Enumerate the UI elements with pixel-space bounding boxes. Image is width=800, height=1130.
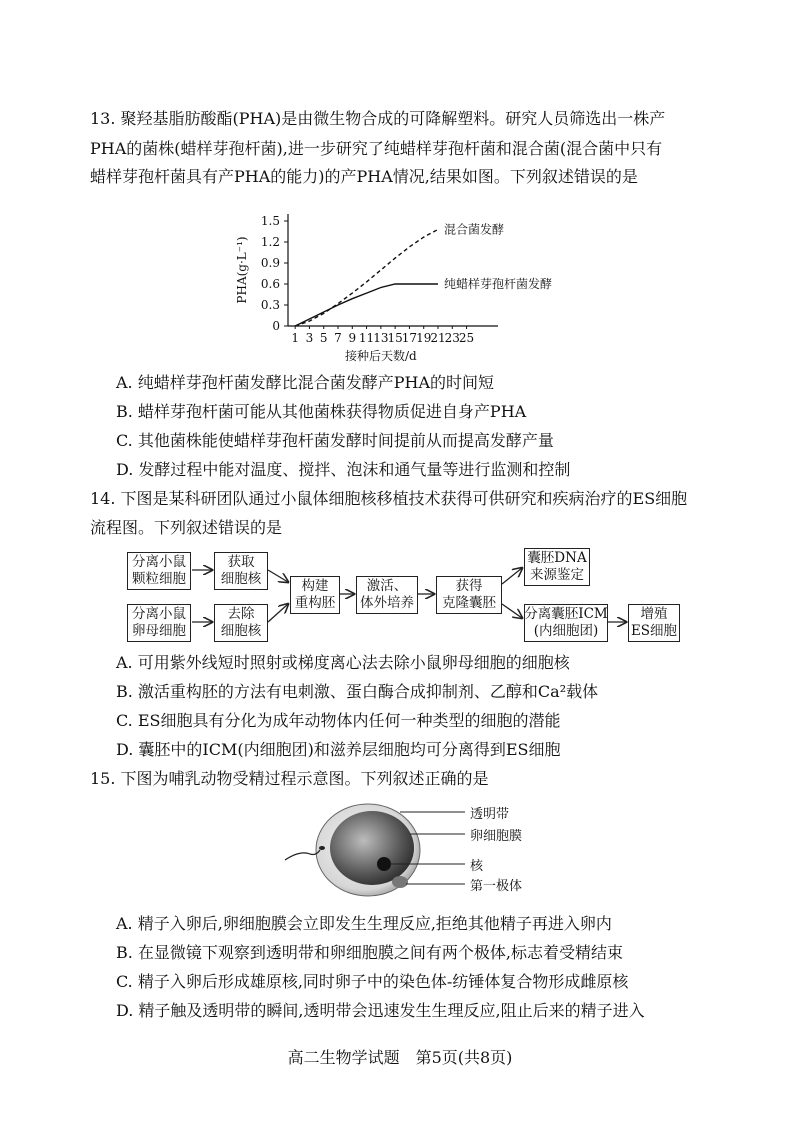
y-tick-label: 0.9 — [260, 256, 280, 270]
box-granulosa-line-1: 分离小鼠 — [132, 554, 186, 570]
page-footer: 高二生物学试题 第5页(共8页) — [287, 1048, 513, 1067]
arrow-clone-to-dna — [502, 568, 522, 584]
q13-option-c: C. 其他菌株能使蜡样芽孢杆菌发酵时间提前从而提高发酵产量 — [116, 431, 554, 450]
box-es-line-1: 增殖 — [640, 606, 668, 622]
q13-option-d: D. 发酵过程中能对温度、搅拌、泡沫和通气量等进行监测和控制 — [116, 460, 571, 479]
box-icm-line-1: 分离囊胚ICM — [524, 606, 608, 622]
sperm-head-shape — [319, 846, 325, 850]
q15-option-d: D. 精子触及透明带的瞬间,透明带会迅速发生生理反应,阻止后来的精子进入 — [116, 1001, 645, 1020]
y-tick-label: 1.2 — [260, 235, 280, 249]
box-reconstruct-embryo — [290, 576, 340, 614]
y-axis-label: PHA(g·L⁻¹) — [235, 236, 249, 304]
q14-option-c: C. ES细胞具有分化为成年动物体内任何一种类型的细胞的潜能 — [116, 711, 561, 730]
q13-stem-line-1: 13. 聚羟基脂肪酸酯(PHA)是由微生物合成的可降解塑料。研究人员筛选出一株产 — [90, 109, 666, 128]
x-tick-label: 21 — [430, 331, 446, 345]
box-clone-line-1: 获得 — [455, 578, 483, 594]
q13-option-b: B. 蜡样芽孢杆菌可能从其他菌株获得物质促进自身产PHA — [116, 402, 527, 421]
box-oocyte-line-2: 卵母细胞 — [132, 623, 186, 639]
egg-membrane-shape — [330, 811, 414, 885]
q15-option-a: A. 精子入卵后,卵细胞膜会立即发生生理反应,拒绝其他精子再进入卵内 — [116, 914, 612, 933]
x-tick-label: 11 — [358, 331, 375, 345]
box-oocyte-line-1: 分离小鼠 — [132, 606, 186, 622]
q14-option-b: B. 激活重构胚的方法有电刺激、蛋白酶合成抑制剂、乙醇和Ca²载体 — [116, 682, 599, 701]
x-tick-label: 9 — [348, 331, 357, 345]
box-dna-line-2: 来源鉴定 — [530, 567, 584, 583]
series-line-mixed — [295, 229, 438, 326]
series-label-mixed: 混合菌发酵 — [444, 222, 505, 237]
q14-stem-line-2: 流程图。下列叙述错误的是 — [90, 518, 283, 537]
y-tick-label: 0.3 — [260, 298, 280, 312]
box-es-cell — [628, 604, 680, 642]
x-tick-label: 13 — [373, 331, 389, 345]
series-label-pure: 纯蜡样芽孢杆菌发酵 — [444, 277, 553, 291]
box-get-nucleus-line-1: 获取 — [227, 554, 255, 570]
x-axis-label: 接种后天数/d — [344, 349, 417, 363]
box-dna-line-1: 囊胚DNA — [527, 550, 587, 566]
x-tick-label: 23 — [444, 331, 460, 345]
box-clone-line-2: 克隆囊胚 — [442, 595, 496, 611]
arrow-remove-to-reconstruct — [268, 604, 288, 622]
label-nucleus: 核 — [470, 859, 484, 874]
box-reconstruct-line-2: 重构胚 — [294, 595, 336, 611]
label-zona-pellucida: 透明带 — [470, 807, 510, 822]
box-oocyte — [127, 604, 191, 642]
polar-body-shape — [392, 876, 408, 888]
q13-stem-line-3: 蜡样芽孢杆菌具有产PHA的能力)的产PHA情况,结果如图。下列叙述错误的是 — [90, 167, 638, 186]
y-tick-label: 0 — [272, 319, 280, 333]
q13-stem-line-2: PHA的菌株(蜡样芽孢杆菌),进一步研究了纯蜡样芽孢杆菌和混合菌(混合菌中只有 — [90, 139, 663, 158]
box-activate-line-2: 体外培养 — [360, 595, 414, 611]
y-tick-label: 0.6 — [260, 277, 280, 291]
q15-option-b: B. 在显微镜下观察到透明带和卵细胞膜之间有两个极体,标志着受精结束 — [116, 943, 624, 962]
x-tick-label: 3 — [305, 331, 314, 345]
q13-option-a: A. 纯蜡样芽孢杆菌发酵比混合菌发酵产PHA的时间短 — [116, 373, 495, 392]
arrow-clone-to-icm — [502, 604, 522, 618]
x-tick-label: 1 — [291, 331, 299, 345]
q14-option-d: D. 囊胚中的ICM(内细胞团)和滋养层细胞均可分离得到ES细胞 — [116, 740, 561, 759]
q15-stem-line-1: 15. 下图为哺乳动物受精过程示意图。下列叙述正确的是 — [90, 769, 489, 788]
arrow-nucleus-to-reconstruct — [268, 570, 288, 582]
box-granulosa-cell — [127, 552, 191, 590]
x-tick-label: 17 — [401, 331, 418, 345]
box-activate-line-1: 激活、 — [366, 578, 408, 594]
label-first-polar-body: 第一极体 — [470, 879, 523, 894]
box-remove-nucleus — [214, 604, 268, 642]
box-cloned-blastocyst — [436, 576, 502, 614]
box-icm-line-2: (内细胞团) — [533, 623, 599, 639]
fertilization-diagram — [280, 798, 600, 908]
label-egg-membrane: 卵细胞膜 — [470, 829, 523, 844]
box-isolate-icm — [524, 604, 608, 642]
box-remove-nucleus-line-2: 细胞核 — [220, 623, 262, 639]
pha-chart — [230, 200, 590, 370]
box-remove-nucleus-line-1: 去除 — [227, 606, 255, 622]
y-tick-label: 1.5 — [260, 214, 280, 228]
box-get-nucleus-line-2: 细胞核 — [220, 571, 262, 587]
x-tick-label: 5 — [319, 331, 328, 345]
q14-stem-line-1: 14. 下图是某科研团队通过小鼠体细胞核移植技术获得可供研究和疾病治疗的ES细胞 — [90, 489, 688, 508]
x-tick-label: 7 — [334, 331, 342, 345]
x-tick-label: 19 — [416, 331, 432, 345]
box-dna-identification — [524, 548, 590, 586]
box-es-line-2: ES细胞 — [630, 623, 678, 639]
box-reconstruct-line-1: 构建 — [301, 578, 329, 594]
x-tick-label: 25 — [458, 331, 475, 345]
sperm-tail-shape — [285, 850, 320, 860]
box-activate-culture — [356, 576, 418, 614]
q14-option-a: A. 可用紫外线短时照射或梯度离心法去除小鼠卵母细胞的细胞核 — [116, 653, 570, 672]
nucleus-shape — [377, 857, 391, 871]
q15-option-c: C. 精子入卵后形成雄原核,同时卵子中的染色体-纺锤体复合物形成雌原核 — [116, 972, 629, 991]
box-get-nucleus — [214, 552, 268, 590]
x-tick-label: 15 — [387, 331, 403, 345]
box-granulosa-line-2: 颗粒细胞 — [132, 571, 186, 587]
series-line-pure — [295, 284, 438, 326]
